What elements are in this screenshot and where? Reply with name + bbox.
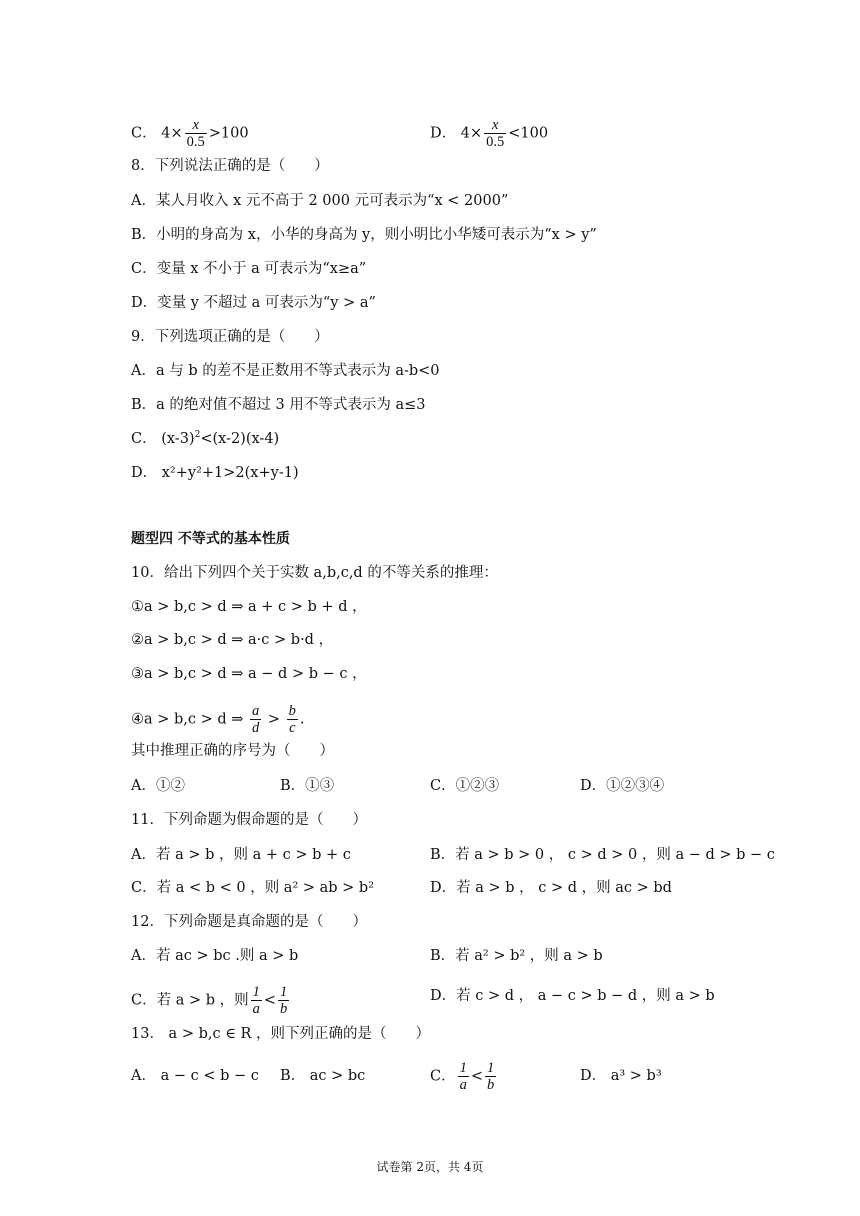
operator: < — [263, 992, 277, 1009]
q7-option-d — [430, 117, 548, 150]
numerator: b — [288, 703, 296, 719]
numerator: 1 — [252, 984, 260, 1000]
operator: > — [263, 711, 285, 728]
expr-part: <(x-2)(x-4) — [200, 431, 280, 447]
q10-reasoning-3: ③a > b,c > d ⇒ a − d > b − c ， — [131, 666, 367, 682]
numerator: 1 — [459, 1060, 467, 1076]
q11-option-b: B．若 a > b > 0 ， c > d > 0 ，则 a − d > b − c — [430, 847, 775, 863]
fraction — [251, 984, 262, 1017]
q8-option-c: C．变量 x 不小于 a 可表示为“x≥a” — [131, 261, 367, 277]
expr-suffix: . — [299, 711, 305, 728]
section-heading: 题型四 不等式的基本性质 — [131, 531, 290, 547]
q10-reasoning-1: ①a > b,c > d ⇒ a + c > b + d ， — [131, 599, 367, 615]
q12-stem: 12．下列命题是真命题的是（ ） — [131, 914, 367, 930]
denominator: b — [280, 1001, 288, 1017]
numerator: x — [185, 117, 207, 134]
q9-stem: 9．下列选项正确的是（ ） — [131, 329, 329, 345]
q10-stem: 10．给出下列四个关于实数 a,b,c,d 的不等关系的推理： — [131, 565, 498, 581]
q10-option-b: B．①③ — [280, 778, 335, 794]
q7-option-c — [131, 117, 249, 150]
denominator: c — [289, 720, 296, 736]
option-label: D． — [430, 125, 457, 142]
denominator: d — [252, 720, 260, 736]
q12-option-b: B．若 a² > b² ，则 a > b — [430, 948, 603, 964]
q12-option-a: A．若 ac > bc .则 a > b — [131, 948, 299, 964]
expr-right: >100 — [208, 125, 249, 142]
q12-option-c — [131, 984, 291, 1017]
denominator: 0.5 — [186, 134, 205, 150]
expr-right: <100 — [508, 125, 549, 142]
q11-option-d: D．若 a > b ， c > d ，则 ac > bd — [430, 880, 672, 896]
q10-ask: 其中推理正确的序号为（ ） — [131, 743, 334, 759]
q11-stem: 11．下列命题为假命题的是（ ） — [131, 812, 367, 828]
numerator: x — [484, 117, 506, 134]
fraction — [485, 1060, 496, 1093]
q11-option-c: C．若 a < b < 0 ，则 a² > ab > b² — [131, 880, 375, 896]
q9-option-a: A．a 与 b 的差不是正数用不等式表示为 a-b<0 — [131, 363, 440, 379]
expr: x²+y²+1>2(x+y-1) — [161, 465, 299, 481]
expr-prefix: ④a > b,c > d ⇒ — [131, 711, 249, 728]
q9-option-b: B．a 的绝对值不超过 3 用不等式表示为 a≤3 — [131, 397, 426, 413]
page-footer: 试卷第 2页，共 4页 — [376, 1160, 484, 1174]
denominator: a — [459, 1077, 467, 1093]
denominator: b — [487, 1077, 495, 1093]
q10-reasoning-2: ②a > b,c > d ⇒ a·c > b·d ， — [131, 632, 334, 648]
fraction — [185, 117, 207, 150]
fraction — [250, 703, 261, 736]
expr-part: (x-3) — [161, 431, 195, 447]
q13-option-d: D． a³ > b³ — [580, 1068, 662, 1084]
numerator: a — [252, 703, 260, 719]
q10-reasoning-4 — [131, 703, 305, 736]
q13-option-b: B． ac > bc — [280, 1068, 366, 1084]
q12-option-d: D．若 c > d ， a − c > b − d ，则 a > b — [430, 988, 715, 1004]
q10-option-d: D．①②③④ — [580, 778, 665, 794]
q8-option-a: A．某人月收入 x 元不高于 2 000 元可表示为“x < 2000” — [131, 193, 509, 209]
expr-left: 4× — [161, 125, 183, 142]
expr-left: 4× — [460, 125, 483, 142]
fraction — [278, 984, 289, 1017]
option-label: D． — [131, 465, 158, 481]
fraction — [484, 117, 506, 150]
operator: < — [470, 1068, 484, 1085]
fraction — [458, 1060, 469, 1093]
option-label: C． — [131, 125, 157, 142]
q10-option-a: A．①② — [131, 778, 185, 794]
numerator: 1 — [487, 1060, 495, 1076]
denominator: 0.5 — [486, 134, 505, 150]
q8-option-b: B．小明的身高为 x，小华的身高为 y，则小明比小华矮可表示为“x > y” — [131, 227, 597, 243]
q11-option-a: A．若 a > b ，则 a + c > b + c — [131, 847, 351, 863]
denominator: a — [252, 1001, 260, 1017]
q9-option-c: C． $(x-3)^2<(x-2)(x-4)$ — [131, 430, 280, 447]
expr-prefix: C．若 a > b ，则 — [131, 992, 249, 1009]
numerator: 1 — [280, 984, 288, 1000]
fraction — [287, 703, 298, 736]
q13-option-c — [430, 1060, 498, 1093]
option-label: C． — [131, 431, 157, 447]
q8-stem: 8．下列说法正确的是（ ） — [131, 158, 329, 174]
q9-option-d — [131, 463, 299, 483]
q8-option-d: D．变量 y 不超过 a 可表示为“y > a” — [131, 295, 376, 311]
q10-option-c: C．①②③ — [430, 778, 500, 794]
option-label: C． — [430, 1068, 456, 1085]
q13-option-a: A． a − c < b − c — [131, 1068, 259, 1084]
q13-stem: 13． a > b,c ∈ R ，则下列正确的是（ ） — [131, 1026, 431, 1042]
